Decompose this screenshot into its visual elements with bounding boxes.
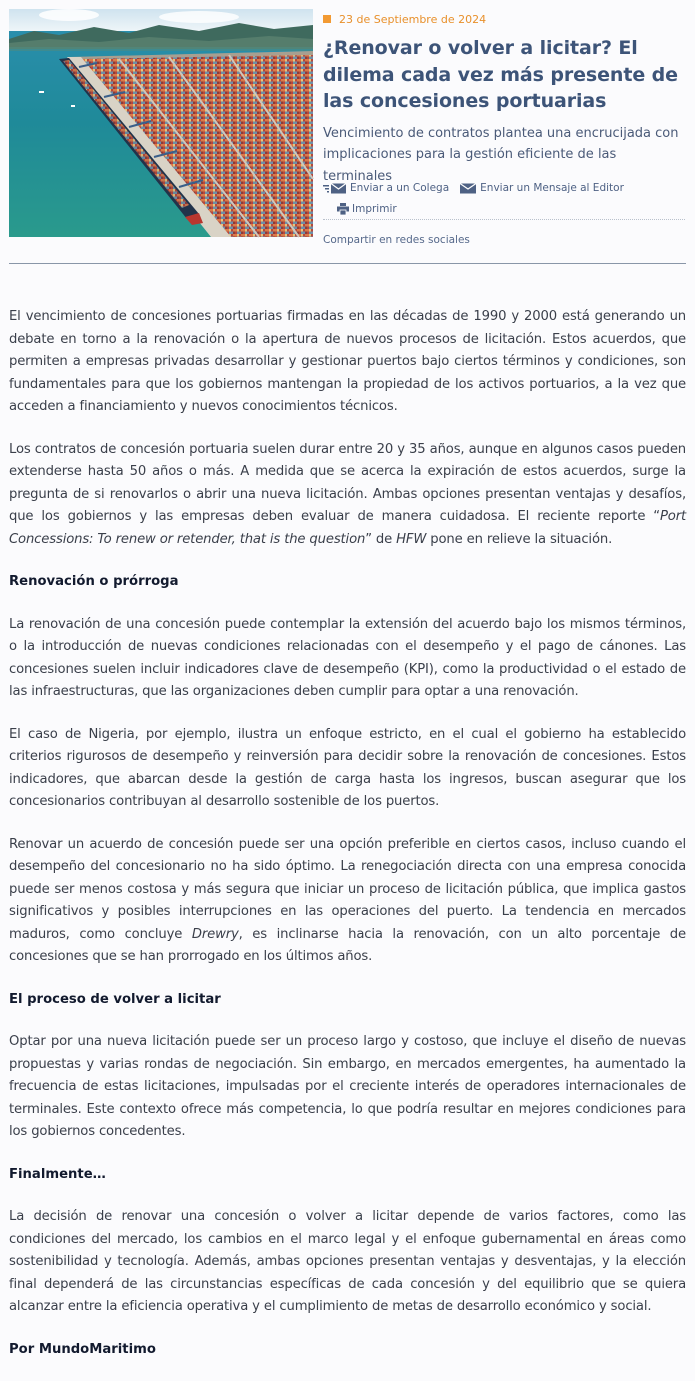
article-byline: Por MundoMaritimo — [9, 1341, 156, 1357]
printer-icon — [337, 203, 349, 215]
section-heading-renovacion: Renovación o prórroga — [9, 574, 179, 589]
paragraph-5 — [9, 834, 686, 969]
envelope-icon — [460, 183, 477, 194]
source-drewry: Drewry — [191, 926, 239, 942]
print-label: Imprimir — [352, 203, 397, 215]
article-body — [9, 306, 686, 1381]
header-divider — [9, 263, 686, 264]
send-to-colleague-label: Enviar a un Colega — [350, 182, 450, 194]
print-link[interactable] — [337, 203, 397, 215]
paragraph-2-text-a: Los contratos de concesión portuaria suelen durar entre 20 y 35 años, aunque en algunos casos pueden extenderse hasta 50 años o más. A medida que se acerca la expiración de estos acuerdos, surge la pregunta de si renovarlos o abrir una nueva licitación. Ambas opciones presentan ventajas y desafíos, que los gobiernos y las empresas deben evaluar de manera cuidadosa. El reciente reporte “ — [9, 441, 686, 524]
date-row — [323, 12, 685, 26]
paragraph-2 — [9, 439, 686, 552]
article-hero-image — [9, 9, 313, 237]
send-to-colleague-link[interactable] — [323, 182, 449, 194]
send-to-editor-link[interactable] — [460, 182, 624, 194]
paragraph-4: El caso de Nigeria, por ejemplo, ilustra un enfoque estricto, en el cual el gobierno ha establecido criterios rigurosos de desempeño y reinversión para decidir sobre la renovación de concesiones. Estos indicadores, que abarcan desde la gestión de carga hasta los ingresos, buscan asegurar que los concesionarios contribuyan al desarrollo sostenible de los puertos. — [9, 726, 686, 809]
paragraph-5-text-b: , es inclinarse hacia la renovación, con un alto porcentaje de concesiones que se han prorrogado en los últimos años. — [9, 926, 686, 964]
paragraph-3: La renovación de una concesión puede contemplar la extensión del acuerdo bajo los mismos términos, o la introducción de nuevas condiciones relacionadas con el desempeño y el pago de cánones. Las concesiones suelen incluir indicadores clave de desempeño (KPI), como la productividad o el estado de las infraestructuras, que las organizaciones deben cumplir para optar a una renovación. — [9, 616, 686, 699]
send-list-envelope-icon — [323, 183, 347, 194]
article-title: ¿Renovar o volver a licitar? El dilema cada vez más presente de las concesiones portuarias — [323, 37, 678, 112]
paragraph-2-text-b: ” de — [365, 531, 397, 547]
article-subtitle: Vencimiento de contratos plantea una encrucijada con implicaciones para la gestión eficiente de las terminales — [323, 125, 679, 184]
paragraph-1: El vencimiento de concesiones portuarias firmadas en las décadas de 1990 y 2000 está generando un debate en torno a la renovación o la apertura de nuevos procesos de licitación. Estos acuerdos, que permiten a empresas privadas desarrollar y gestionar puertos bajo ciertos términos y condiciones, son fundamentales para que los gobiernos mantengan la propiedad de los activos portuarios, a la vez que acceden a financiamiento y nuevos conocimientos técnicos. — [9, 309, 686, 414]
section-heading-licitar: El proceso de volver a licitar — [9, 991, 221, 1007]
paragraph-5-text-a: Renovar un acuerdo de concesión puede ser una opción preferible en ciertos casos, incluso cuando el desempeño del concesionario no ha sido óptimo. La renegociación directa con una empresa conocida puede ser menos costosa y más segura que iniciar un proceso de licitación pública, que implica gastos significativos y posibles interrupciones en las operaciones del puerto. La tendencia en mercados maduros, como concluye — [9, 836, 686, 942]
paragraph-7: La decisión de renovar una concesión o volver a licitar depende de varios factores, como las condiciones del mercado, los cambios en el marco legal y el enfoque gubernamental en áreas como sostenibilidad y tecnología. Además, ambas opciones presentan ventajas y desventajas, y la elección final dependerá de las circunstancias específicas de cada concesión y del equilibrio que se quiera alcanzar entre la eficiencia operativa y el cumplimiento de metas de desarrollo económico y social. — [9, 1209, 686, 1314]
paragraph-6: Optar por una nueva licitación puede ser un proceso largo y costoso, que incluye el diseño de nuevas propuestas y varias rondas de negociación. Sin embargo, en mercados emergentes, ha aumentado la frecuencia de estas licitaciones, impulsadas por el creciente interés de operadores internacionales de terminales. Este contexto ofrece más competencia, lo que podría resultar en mejores condiciones para los gobiernos concedentes. — [9, 1034, 686, 1139]
send-to-editor-label: Enviar un Mensaje al Editor — [480, 182, 624, 194]
paragraph-2-text-c: pone en relieve la situación. — [426, 531, 613, 547]
article-date: 23 de Septiembre de 2024 — [339, 12, 487, 26]
actions-divider — [323, 219, 685, 220]
section-heading-finalmente: Finalmente… — [9, 1166, 106, 1182]
article-header — [323, 12, 685, 187]
article-actions — [323, 180, 685, 217]
report-title: Port Concessions: To renew or retender, that is the question — [9, 509, 686, 547]
date-marker-icon — [323, 15, 331, 23]
source-hfw: HFW — [396, 531, 427, 547]
share-social-link[interactable]: Compartir en redes sociales — [323, 234, 470, 246]
